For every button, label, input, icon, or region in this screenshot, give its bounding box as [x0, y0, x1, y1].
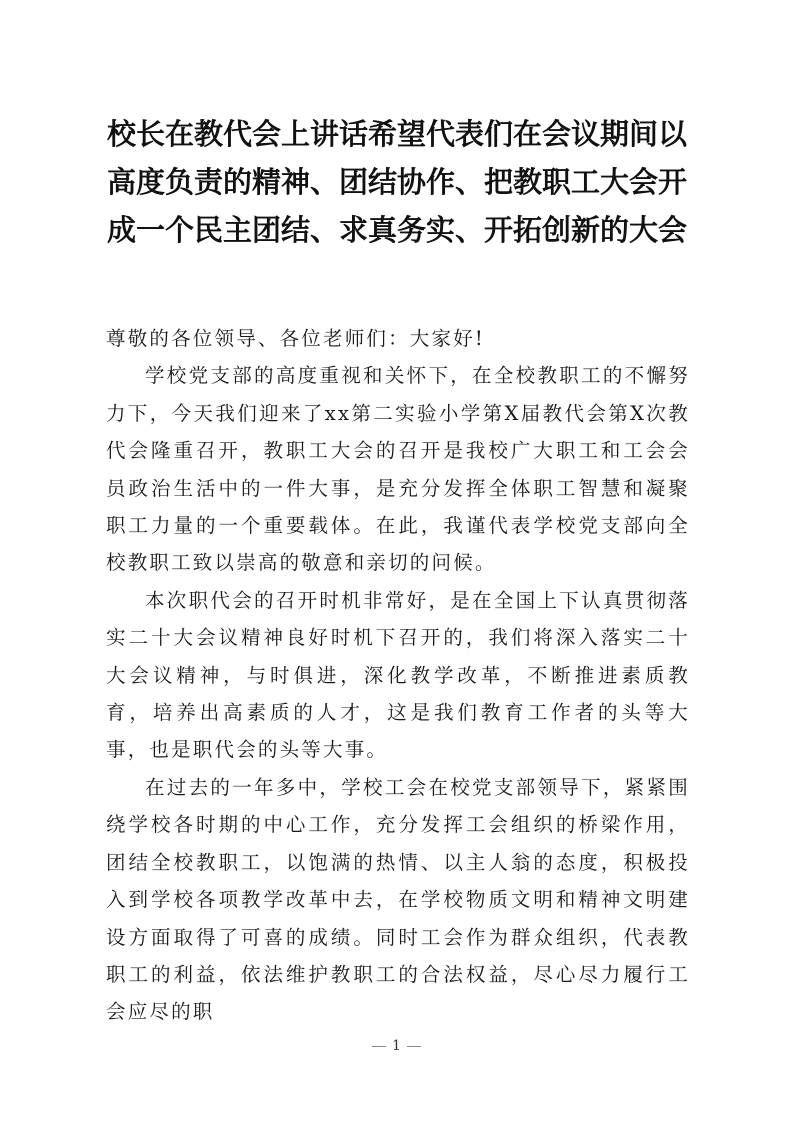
greeting: 尊敬的各位领导、各位老师们：大家好! [106, 327, 485, 350]
page-number: 1 [392, 1038, 401, 1054]
document-body [106, 320, 690, 1031]
paragraph: 学校党支部的高度重视和关怀下，在全校教职工的不懈努力下，今天我们迎来了xx第二实验小学第X届教代会第X次教代会隆重召开，教职工大会的召开是我校广大职工和工会会员政治生活中的一件大事，是充分发挥全体职工智慧和凝聚职工力量的一个重要载体。在此，我谨代表学校党支部向全校教职工致以崇高的敬意和亲切的问候。 [106, 364, 690, 575]
page-footer [0, 1038, 793, 1054]
dash-right [407, 1046, 421, 1047]
document-title: 校长在教代会上讲话希望代表们在会议期间以高度负责的精神、团结协作、把教职工大会开成一个民主团结、求真务实、开拓创新的大会 [106, 117, 687, 247]
paragraph: 本次职代会的召开时机非常好，是在全国上下认真贯彻落实二十大会议精神良好时机下召开的，我们将深入落实二十大会议精神，与时俱进，深化教学改革，不断推进素质教育，培养出高素质的人才，这是我们教育工作者的头等大事，也是职代会的头等大事。 [106, 588, 690, 762]
paragraph: 在过去的一年多中，学校工会在校党支部领导下，紧紧围绕学校各时期的中心工作，充分发挥工会组织的桥梁作用，团结全校教职工，以饱满的热情、以主人翁的态度，积极投入到学校各项教学改革中去，在学校物质文明和精神文明建设方面取得了可喜的成绩。同时工会作为群众组织，代表教职工的利益，依法维护教职工的合法权益，尽心尽力履行工会应尽的职 [106, 775, 690, 1024]
dash-left [372, 1046, 386, 1047]
